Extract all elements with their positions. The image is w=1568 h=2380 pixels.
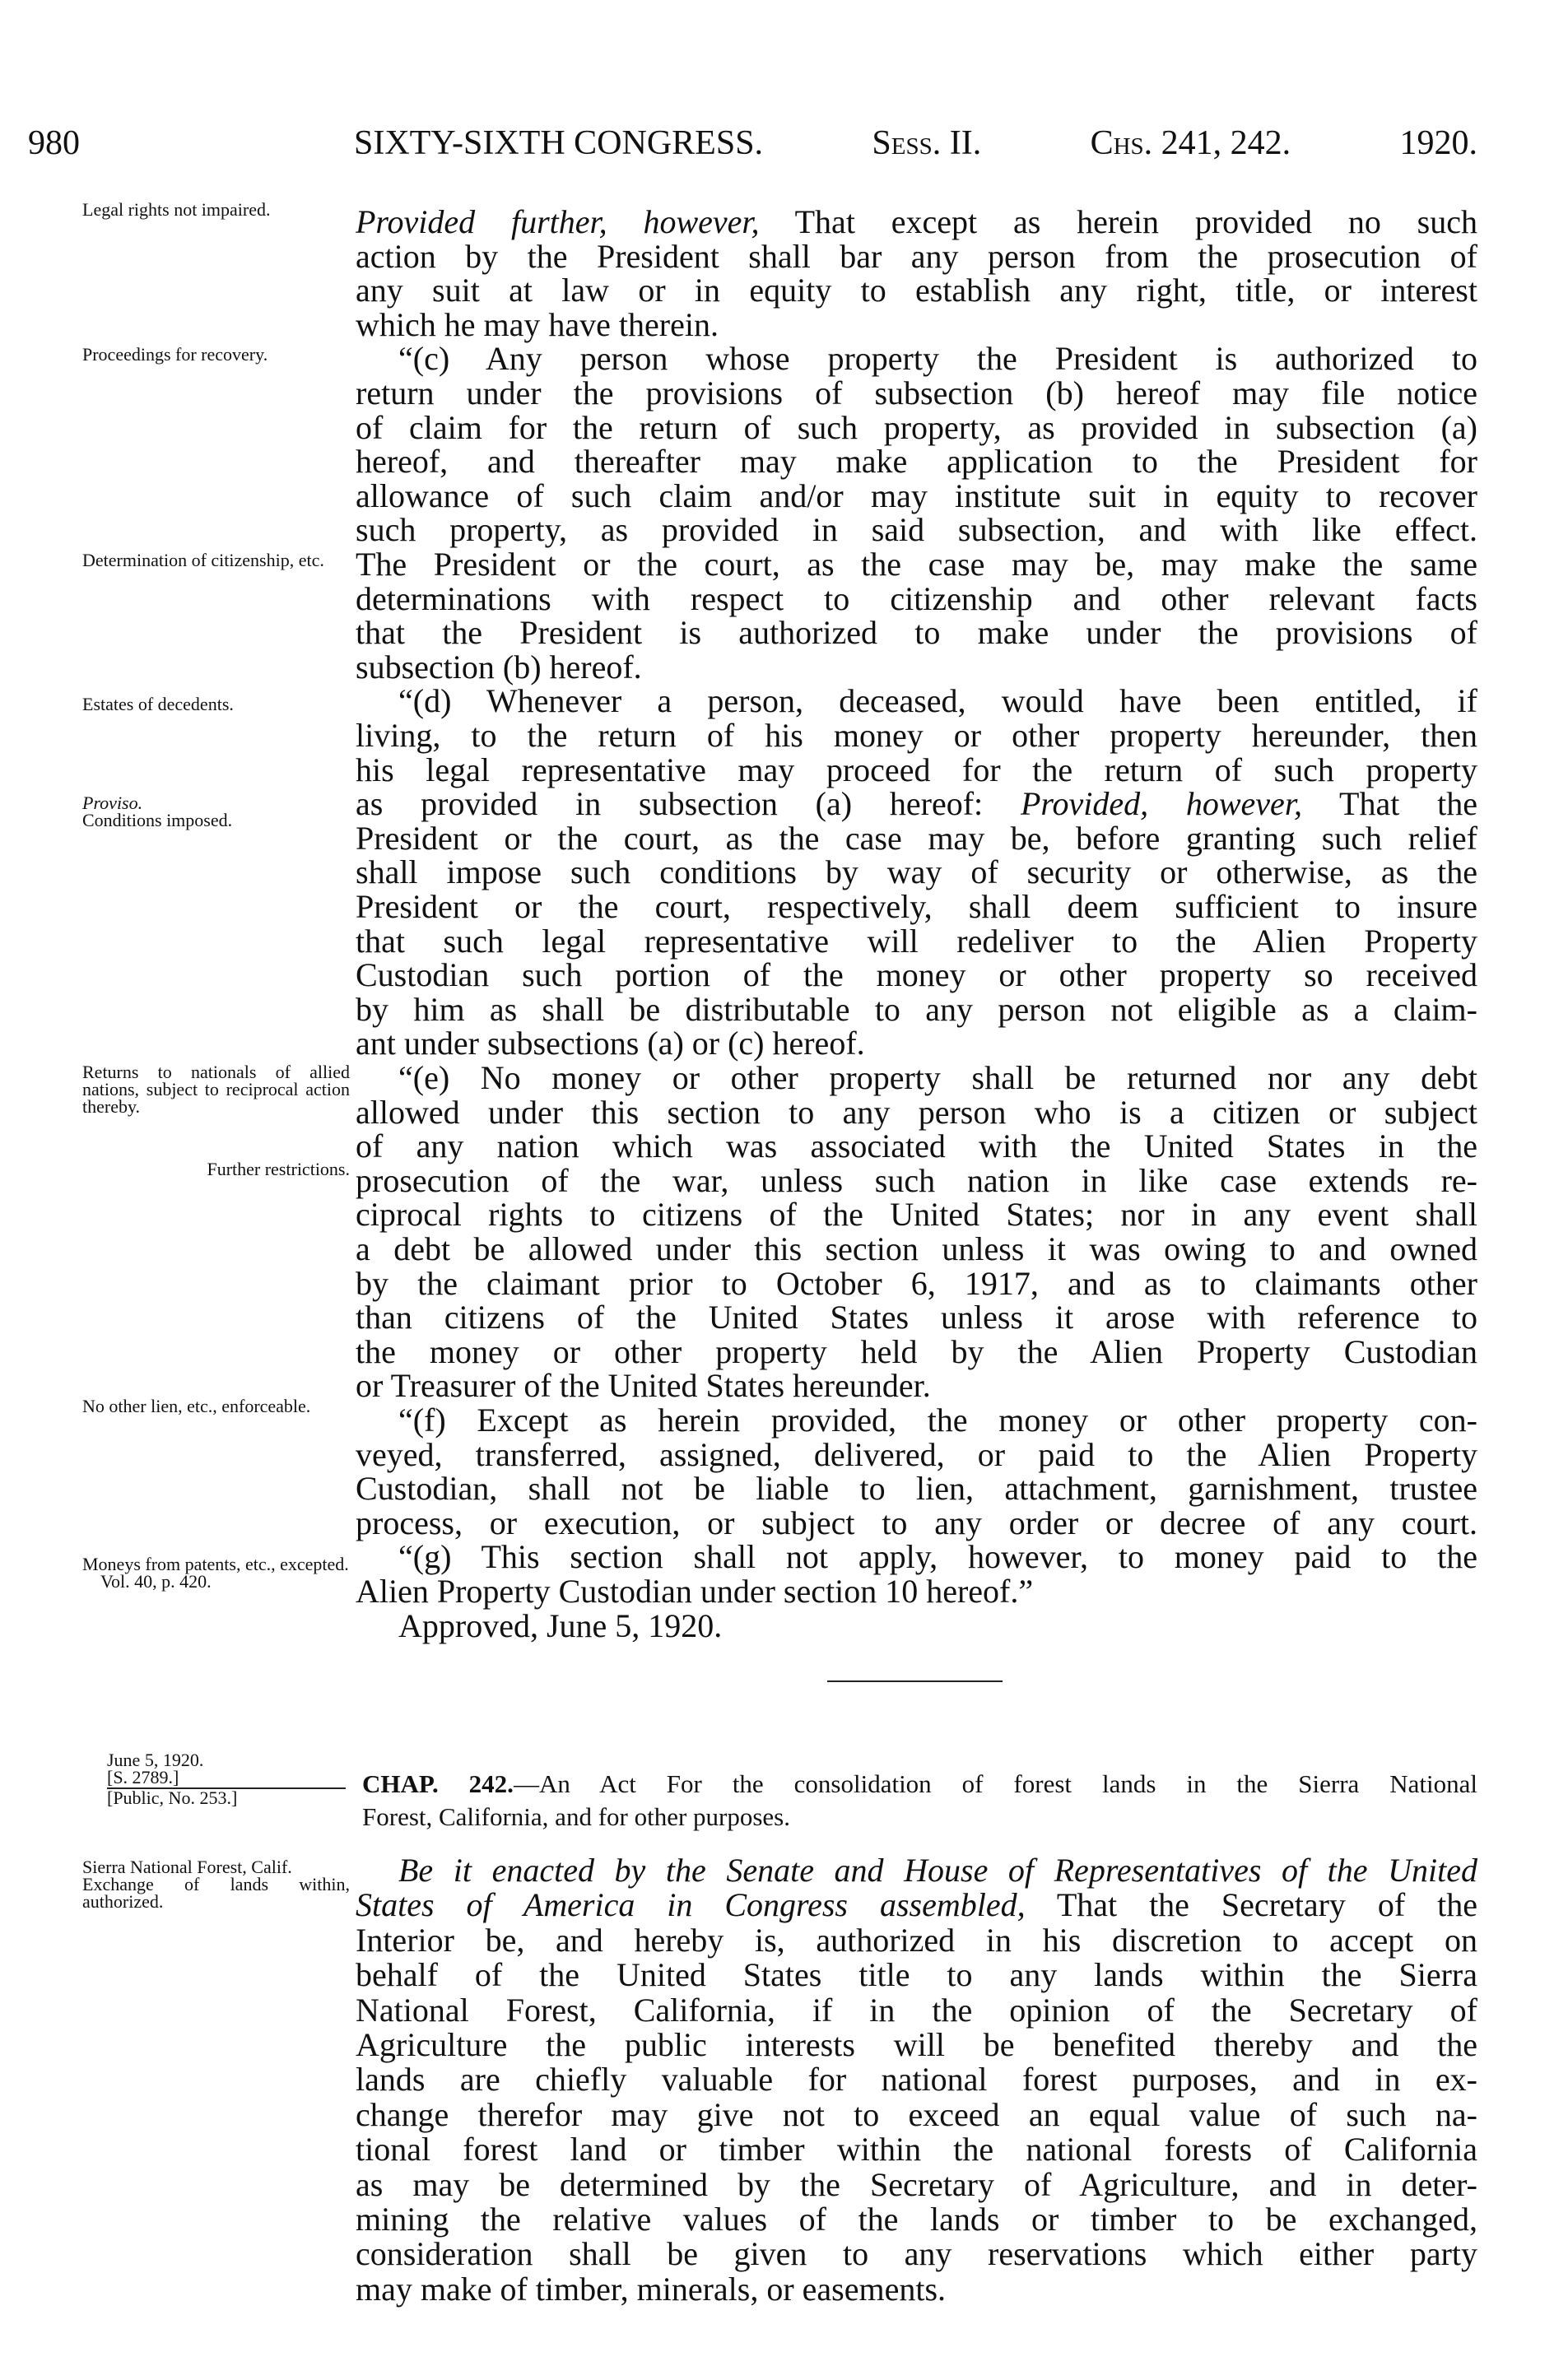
- text-segment: President or the court, as the case may be, before granting such relief: [356, 819, 1477, 857]
- text-segment: The President or the court, as the case may be, may make the same: [356, 546, 1477, 583]
- text-segment: allowance of such claim and/or may institute suit in equity to recover: [356, 476, 1477, 514]
- margin-note-moneys: [82, 1555, 350, 1590]
- margin-note-determination: Determination of citizenship, etc.: [82, 550, 324, 570]
- body-line: [356, 1232, 1477, 1267]
- body-line: [356, 1129, 1477, 1164]
- text-segment: living, to the return of his money or other property hereunder, then: [356, 717, 1477, 754]
- text-segment: President or the court, respectively, shall deem sufficient to insure: [356, 888, 1477, 925]
- body-line: [356, 444, 1477, 479]
- body-line: [356, 408, 1477, 446]
- text-segment: than citizens of the United States unless it arose with reference to: [356, 1299, 1477, 1336]
- text-segment: That except as herein provided no such: [759, 203, 1477, 240]
- text-segment: behalf of the United States title to any lands within the Sierra: [356, 1956, 1477, 1994]
- text-segment: tional forest land or timber within the national forests of California: [356, 2131, 1477, 2168]
- body-line: [356, 342, 1477, 376]
- congress-title: SIXTY-SIXTH CONGRESS.: [354, 124, 764, 162]
- public-law-number: [Public, No. 253.]: [107, 1787, 346, 1806]
- enacted-line: [356, 2095, 1477, 2133]
- chapter-title: —An Act For the consolidation of forest lands in the Sierra National: [513, 1769, 1477, 1798]
- text-segment: That the: [1301, 785, 1477, 823]
- text-segment: mining the relative values of the lands or timber to be exchanged,: [356, 2201, 1477, 2238]
- text-segment: “(c) Any person whose property the President is authorized to: [398, 340, 1477, 378]
- body-line: [356, 239, 1477, 274]
- body-line: [356, 1264, 1477, 1302]
- body-line: [356, 753, 1477, 788]
- text-segment: return under the provisions of subsection (b) hereof may file notice: [356, 374, 1477, 411]
- body-line: [356, 1332, 1477, 1370]
- body-line: [356, 924, 1477, 959]
- enacted-line: [356, 2165, 1477, 2203]
- body-line: [356, 1300, 1477, 1335]
- conditions-label: Conditions imposed.: [82, 810, 233, 830]
- body-line: [356, 616, 1477, 650]
- text-segment: determinations with respect to citizenship and other relevant facts: [356, 579, 1477, 617]
- body-line: [356, 1574, 1477, 1609]
- enacted-line: [356, 2237, 1477, 2271]
- body-line: [356, 1403, 1477, 1438]
- text-segment: the money or other property held by the Alien Property Custodian: [356, 1332, 1477, 1370]
- act-date: June 5, 1920.: [107, 1750, 204, 1770]
- margin-note-sierra: [82, 1858, 350, 1910]
- text-segment: Alien Property Custodian under section 10 hereof.”: [356, 1573, 1034, 1610]
- text-segment: prosecution of the war, unless such nation in like case extends re-: [356, 1161, 1477, 1199]
- body-line: [356, 476, 1477, 514]
- italic-text-segment: Be it enacted by the Senate and House of Representatives of the United: [398, 1852, 1477, 1889]
- margin-note-estates: Estates of decedents.: [82, 694, 234, 714]
- body-line: [356, 1026, 1477, 1061]
- text-segment: by the claimant prior to October 6, 1917, and as to claimants other: [356, 1264, 1477, 1302]
- chapter-title-line-2: Forest, California, and for other purposes.: [362, 1802, 790, 1831]
- text-segment: lands are chiefly valuable for national forest purposes, and in ex-: [356, 2061, 1477, 2099]
- body-line: [356, 1095, 1477, 1130]
- text-segment: his legal representative may proceed for the return of such property: [356, 751, 1477, 788]
- body-line: [356, 305, 1477, 343]
- running-head: [354, 123, 1477, 163]
- text-segment: “(e) No money or other property shall be returned nor any debt: [398, 1059, 1477, 1096]
- exchange-label: Exchange of lands within, authorized.: [82, 1874, 350, 1912]
- enacted-line: [356, 1853, 1477, 1888]
- page-number: 980: [28, 124, 80, 162]
- proviso-label: Proviso.: [82, 793, 143, 813]
- text-segment: by him as shall be distributable to any person not eligible as a claim-: [356, 990, 1477, 1028]
- enacted-line: [356, 1993, 1477, 2028]
- body-line: [356, 1061, 1477, 1095]
- text-segment: or Treasurer of the United States hereunder.: [356, 1367, 931, 1405]
- margin-note-proceedings: Proceedings for recovery.: [82, 344, 268, 365]
- body-line: [356, 579, 1477, 617]
- body-line: [356, 1606, 1477, 1644]
- enacted-line: [356, 1923, 1477, 1958]
- text-segment: That the Secretary of the: [1025, 1886, 1477, 1924]
- chapters: Chs. 241, 242.: [1090, 124, 1291, 162]
- body-line: [356, 273, 1477, 308]
- sierra-label: Sierra National Forest, Calif.: [82, 1857, 292, 1877]
- enacted-line: [356, 2202, 1477, 2237]
- body-line: [356, 1161, 1477, 1199]
- text-segment: ant under subsections (a) or (c) hereof.: [356, 1025, 865, 1062]
- text-segment: National Forest, California, if in the opinion of the Secretary of: [356, 1991, 1477, 2029]
- year: 1920.: [1399, 124, 1477, 162]
- text-segment: “(d) Whenever a person, deceased, would have been entitled, if: [398, 682, 1477, 720]
- enacted-line: [356, 2272, 1477, 2307]
- body-line: [356, 684, 1477, 718]
- body-line: [356, 1506, 1477, 1541]
- text-segment: “(f) Except as herein provided, the money or other property con-: [398, 1402, 1477, 1439]
- text-segment: Custodian, shall not be liable to lien, attachment, garnishment, trustee: [356, 1470, 1477, 1508]
- session: Sess. II.: [872, 124, 982, 162]
- vol-reference: Vol. 40, p. 420.: [100, 1571, 212, 1592]
- margin-note-legal-rights: Legal rights not impaired.: [82, 199, 271, 220]
- text-segment: process, or execution, or subject to any order or decree of any court.: [356, 1504, 1477, 1541]
- body-line: [356, 787, 1477, 821]
- body-line: [356, 376, 1477, 411]
- moneys-label: Moneys from patents, etc., excepted.: [82, 1554, 349, 1574]
- body-line: [356, 1197, 1477, 1232]
- margin-note-returns: Returns to nationals of allied nations, subject to reciprocal action thereby.: [82, 1062, 350, 1117]
- text-segment: that such legal representative will redeliver to the Alien Property: [356, 922, 1477, 960]
- text-segment: any suit at law or in equity to establish any right, title, or interest: [356, 272, 1477, 309]
- body-line: [356, 650, 1477, 685]
- body-line: [356, 718, 1477, 753]
- section-divider: [827, 1680, 1003, 1682]
- body-line: [356, 1369, 1477, 1403]
- text-segment: subsection (b) hereof.: [356, 648, 642, 686]
- body-line: [356, 958, 1477, 992]
- enacted-line: [356, 2132, 1477, 2167]
- enacted-line: [356, 1958, 1477, 1992]
- body-line: [356, 513, 1477, 547]
- text-segment: allowed under this section to any person who is a citizen or subject: [356, 1093, 1477, 1131]
- body-line: [356, 821, 1477, 856]
- enacted-line: [356, 2062, 1477, 2097]
- body-line: [356, 547, 1477, 582]
- body-line: [356, 992, 1477, 1027]
- text-segment: veyed, transferred, assigned, delivered, or paid to the Alien Property: [356, 1435, 1477, 1473]
- text-segment: as may be determined by the Secretary of Agriculture, and in deter-: [356, 2165, 1477, 2203]
- text-segment: action by the President shall bar any person from the prosecution of: [356, 237, 1477, 275]
- enacted-line: [356, 2028, 1477, 2062]
- text-segment: ciprocal rights to citizens of the United States; nor in any event shall: [356, 1196, 1477, 1234]
- italic-text-segment: States of America in Congress assembled,: [356, 1886, 1026, 1924]
- chapter-label: CHAP. 242.: [362, 1769, 514, 1798]
- bill-number: [S. 2789.]: [107, 1767, 179, 1787]
- body-line: [356, 890, 1477, 924]
- body-line: [356, 205, 1477, 239]
- text-segment: may make of timber, minerals, or easements.: [356, 2270, 947, 2308]
- body-line: [356, 1435, 1477, 1473]
- text-segment: hereof, and thereafter may make application to the President for: [356, 443, 1477, 481]
- text-segment: consideration shall be given to any reservations which either party: [356, 2235, 1477, 2273]
- body-line: [356, 855, 1477, 890]
- text-segment: Agriculture the public interests will be benefited thereby and the: [356, 2026, 1477, 2063]
- page-header: [28, 123, 1477, 165]
- body-line: [356, 1471, 1477, 1506]
- margin-note-proviso: [82, 794, 350, 829]
- text-segment: such property, as provided in said subsection, and with like effect.: [356, 511, 1477, 549]
- text-segment: Approved, June 5, 1920.: [398, 1606, 723, 1644]
- italic-text-segment: Provided further, however,: [356, 203, 760, 240]
- text-segment: change therefor may give not to exceed an equal value of such na-: [356, 2095, 1477, 2133]
- text-segment: Custodian such portion of the money or other property so received: [356, 956, 1477, 994]
- text-segment: a debt be allowed under this section unless it was owing to and owned: [356, 1230, 1477, 1267]
- text-segment: Interior be, and hereby is, authorized in his discretion to accept on: [356, 1921, 1477, 1959]
- margin-note-no-lien: No other lien, etc., enforceable.: [82, 1396, 311, 1416]
- text-segment: that the President is authorized to make under the provisions of: [356, 614, 1477, 652]
- text-segment: of any nation which was associated with the United States in the: [356, 1127, 1477, 1165]
- text-segment: “(g) This section shall not apply, however, to money paid to the: [398, 1538, 1477, 1576]
- text-segment: shall impose such conditions by way of security or otherwise, as the: [356, 853, 1477, 891]
- text-segment: as provided in subsection (a) hereof:: [356, 785, 1021, 823]
- italic-text-segment: Provided, however,: [1020, 785, 1302, 823]
- chapter-title-line-1: [362, 1768, 1477, 1801]
- text-segment: of claim for the return of such property, as provided in subsection (a): [356, 408, 1477, 446]
- body-line: [356, 1540, 1477, 1574]
- text-segment: which he may have therein.: [356, 305, 719, 343]
- margin-note-chap-info: [107, 1751, 346, 1806]
- enacted-line: [356, 1888, 1477, 1922]
- margin-note-further: Further restrictions.: [207, 1159, 350, 1179]
